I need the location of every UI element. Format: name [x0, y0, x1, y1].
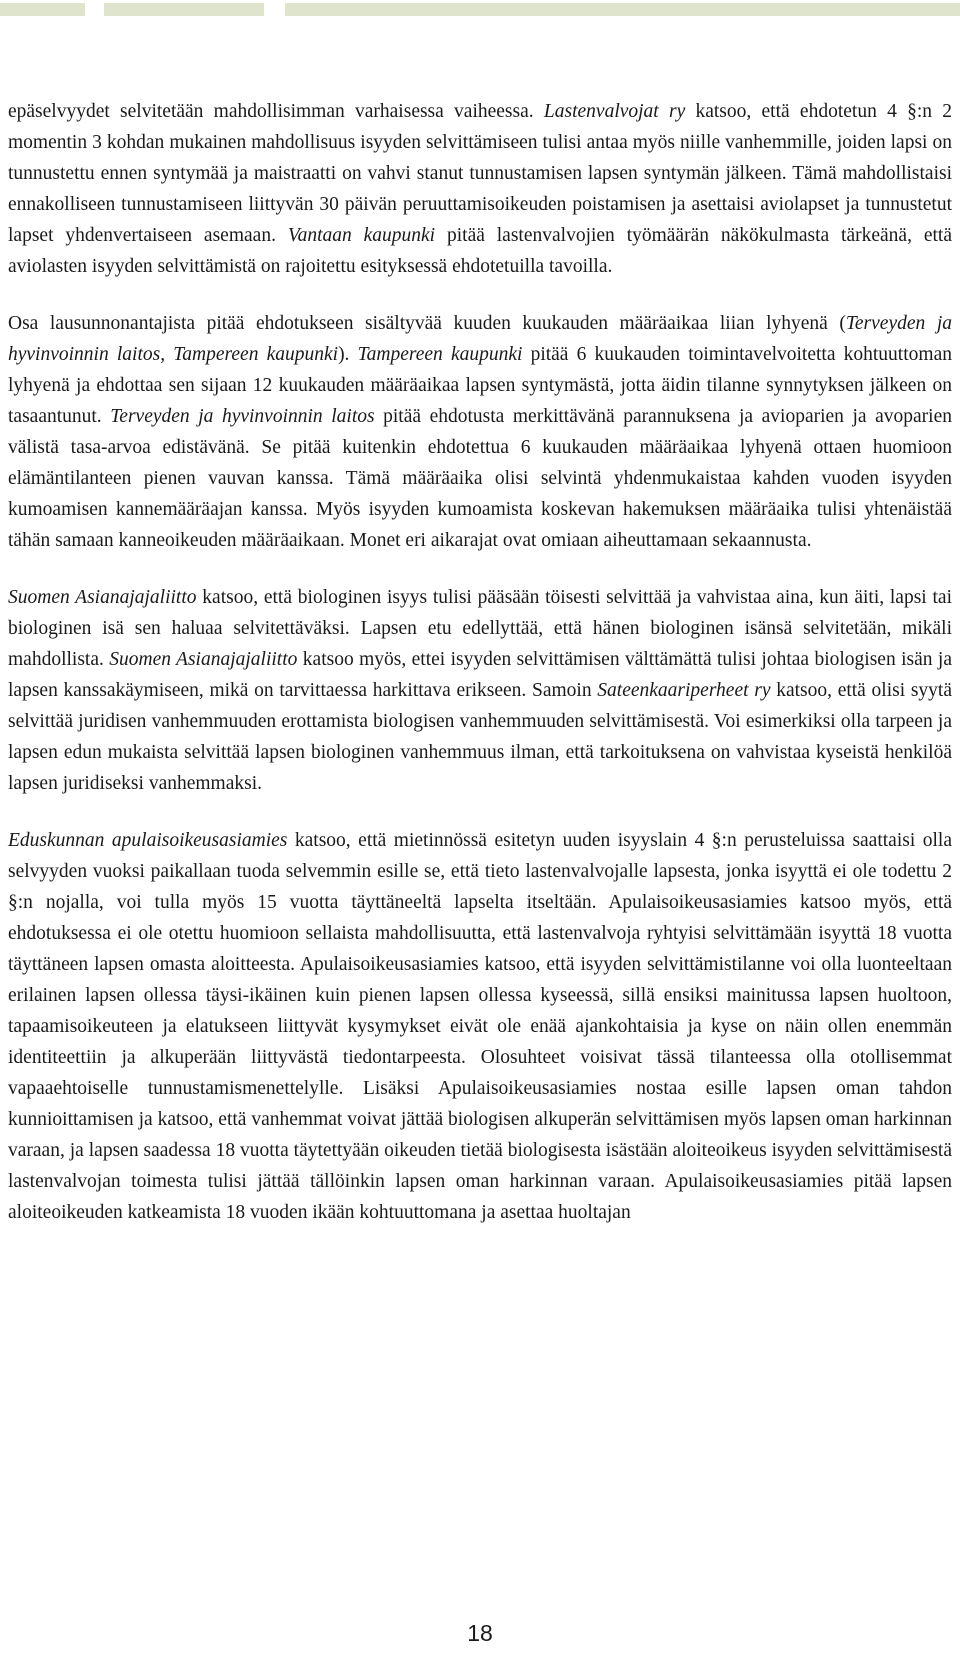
text-run: pitää 6 kuukauden toimintavelvoitetta kohtuuttoman lyhyenä ja ehdottaa sen sijaan 12 kuukauden määräaikaa lapsen syntymästä, jotta äidin tilanne synnytyksen jälkeen on tasaantunut. [8, 344, 952, 427]
organization-name: Terveyden ja hyvinvoinnin laitos, Tampereen kaupunki [8, 313, 952, 365]
header-bar-segment [285, 3, 960, 16]
paragraph [8, 308, 952, 556]
organization-name: Sateenkaariperheet ry [597, 680, 771, 701]
text-run: katsoo myös, ettei isyyden selvittämisen välttämättä tulisi johtaa biologisen isän ja lapsen kanssakäymiseen, mikä on tarvittaessa harkittava erikseen. Samoin [8, 649, 952, 701]
organization-name: Eduskunnan apulaisoikeusasiamies [8, 830, 288, 851]
organization-name: Suomen Asianajajaliitto [109, 649, 298, 670]
text-run: ). [338, 344, 358, 365]
organization-name: Suomen Asianajajaliitto [8, 587, 197, 608]
text-run: katsoo, että olisi syytä selvittää juridisen vanhemmuuden erottamista biologisen vanhemmuuden selvittämisestä. Voi esimerkiksi olla tarpeen ja lapsen edun mukaista selvittää lapsen biologinen vanhemmuus ilman, että tarkoituksena on vahvistaa kyseistä henkilöä lapsen juridiseksi vanhemmaksi. [8, 680, 952, 794]
organization-name: Vantaan kaupunki [287, 225, 436, 246]
paragraph [8, 825, 952, 1228]
organization-name: Terveyden ja hyvinvoinnin laitos [110, 406, 375, 427]
paragraph [8, 96, 952, 282]
text-run: katsoo, että mietinnössä esitetyn uuden isyyslain 4 §:n perusteluissa saattaisi olla selvyyden vuoksi paikallaan tuoda selvemmin esille se, että tieto lastenvalvojalle lapsesta, jonka isyyttä ei ole todettu 2 §:n nojalla, voi tulla myös 15 vuotta täyttäneeltä lapselta itseltään. Apulaisoikeusasiamies katsoo myös, että ehdotuksessa ei ole otettu huomioon sellaista mahdollisuutta, että lastenvalvoja ryhtyisi selvittämään isyyttä 18 vuotta täyttäneen lapsen omasta aloitteesta. Apulaisoikeusasiamies katsoo, että isyyden selvittämistilanne voi olla luonteeltaan erilainen lapsen ollessa täysi-ikäinen kuin pienen lapsen ollessa kyseessä, sillä ensiksi mainitussa lapsen huoltoon, tapaamisoikeuteen ja elatukseen liittyvät kysymykset eivät ole enää ajankohtaisia ja kyse on näin ollen enemmän identiteettiin ja alkuperään liittyvästä tiedontarpeesta. Olosuhteet voisivat tässä tilanteessa olla otollisemmat vapaaehtoiselle tunnustamismenettelylle. Lisäksi Apulaisoikeusasiamies nostaa esille lapsen oman tahdon kunnioittamisen ja katsoo, että vanhemmat voivat jättää biologisen alkuperän selvittämisen myös lapsen oman harkinnan varaan, ja lapsen saadessa 18 vuotta täytettyään oikeuden tietää biologisesta isästään aloiteoikeus isyyden selvittämisestä lastenvalvojan toimesta tulisi jättää tällöinkin lapsen oman harkinnan varaan. Apulaisoikeusasiamies pitää lapsen aloiteoikeuden katkeamista 18 vuoden ikään kohtuuttomana ja asettaa huoltajan [8, 830, 952, 1223]
paragraph [8, 582, 952, 799]
organization-name: Lastenvalvojat ry [543, 101, 686, 122]
text-run: Osa lausunnonantajista pitää ehdotukseen sisältyvää kuuden kuukauden määräaikaa liian lyhyenä ( [8, 313, 846, 334]
document-body [8, 96, 952, 1228]
header-bar [0, 0, 960, 20]
text-run: epäselvyydet selvitetään mahdollisimman varhaisessa vaiheessa. [8, 101, 544, 122]
organization-name: Tampereen kaupunki [357, 344, 523, 365]
text-run: pitää ehdotusta merkittävänä parannuksena ja avioparien ja avoparien välistä tasa-arvoa edistävänä. Se pitää kuitenkin ehdotettua 6 kuukauden määräaikaa lyhyenä ottaen huomioon elämäntilanteen pienen vauvan kanssa. Tämä määräaika olisi selvintä yhdenmukaistaa kahden vuoden isyyden kumoamisen kannemääräajan kanssa. Myös isyyden kumoamista koskevan hakemuksen määräaika tulisi yhtenäistää tähän samaan kanneoikeuden määräaikaan. Monet eri aikarajat ovat omiaan aiheuttamaan sekaannusta. [8, 406, 952, 551]
header-bar-segment [104, 3, 264, 16]
page-number: 18 [467, 1620, 493, 1646]
text-run: katsoo, että biologinen isyys tulisi pääsään töisesti selvittää ja vahvistaa aina, kun äiti, lapsi tai biologinen isä sen haluaa selvitettäväksi. Lapsen etu edellyttää, että hänen biologinen isänsä selvitetään, mikäli mahdollista. [8, 587, 952, 670]
text-run: pitää lastenvalvojien työmäärän näkökulmasta tärkeänä, että aviolasten isyyden selvittämistä on rajoitettu esityksessä ehdotetuilla tavoilla. [8, 225, 952, 277]
text-run: katsoo, että ehdotetun 4 §:n 2 momentin 3 kohdan mukainen mahdollisuus isyyden selvittämiseen tulisi antaa myös niille vanhemmille, joiden lapsi on tunnustettu ennen syntymää ja maistraatti on vahvi stanut tunnustamisen lapsen syntymän jälkeen. Tämä mahdollistaisi ennakolliseen tunnustamiseen liittyvän 30 päivän peruuttamisoikeuden poistamisen ja asettaisi aviolapset ja tunnustetut lapset yhdenvertaiseen asemaan. [8, 101, 952, 246]
header-bar-segment [0, 3, 85, 16]
